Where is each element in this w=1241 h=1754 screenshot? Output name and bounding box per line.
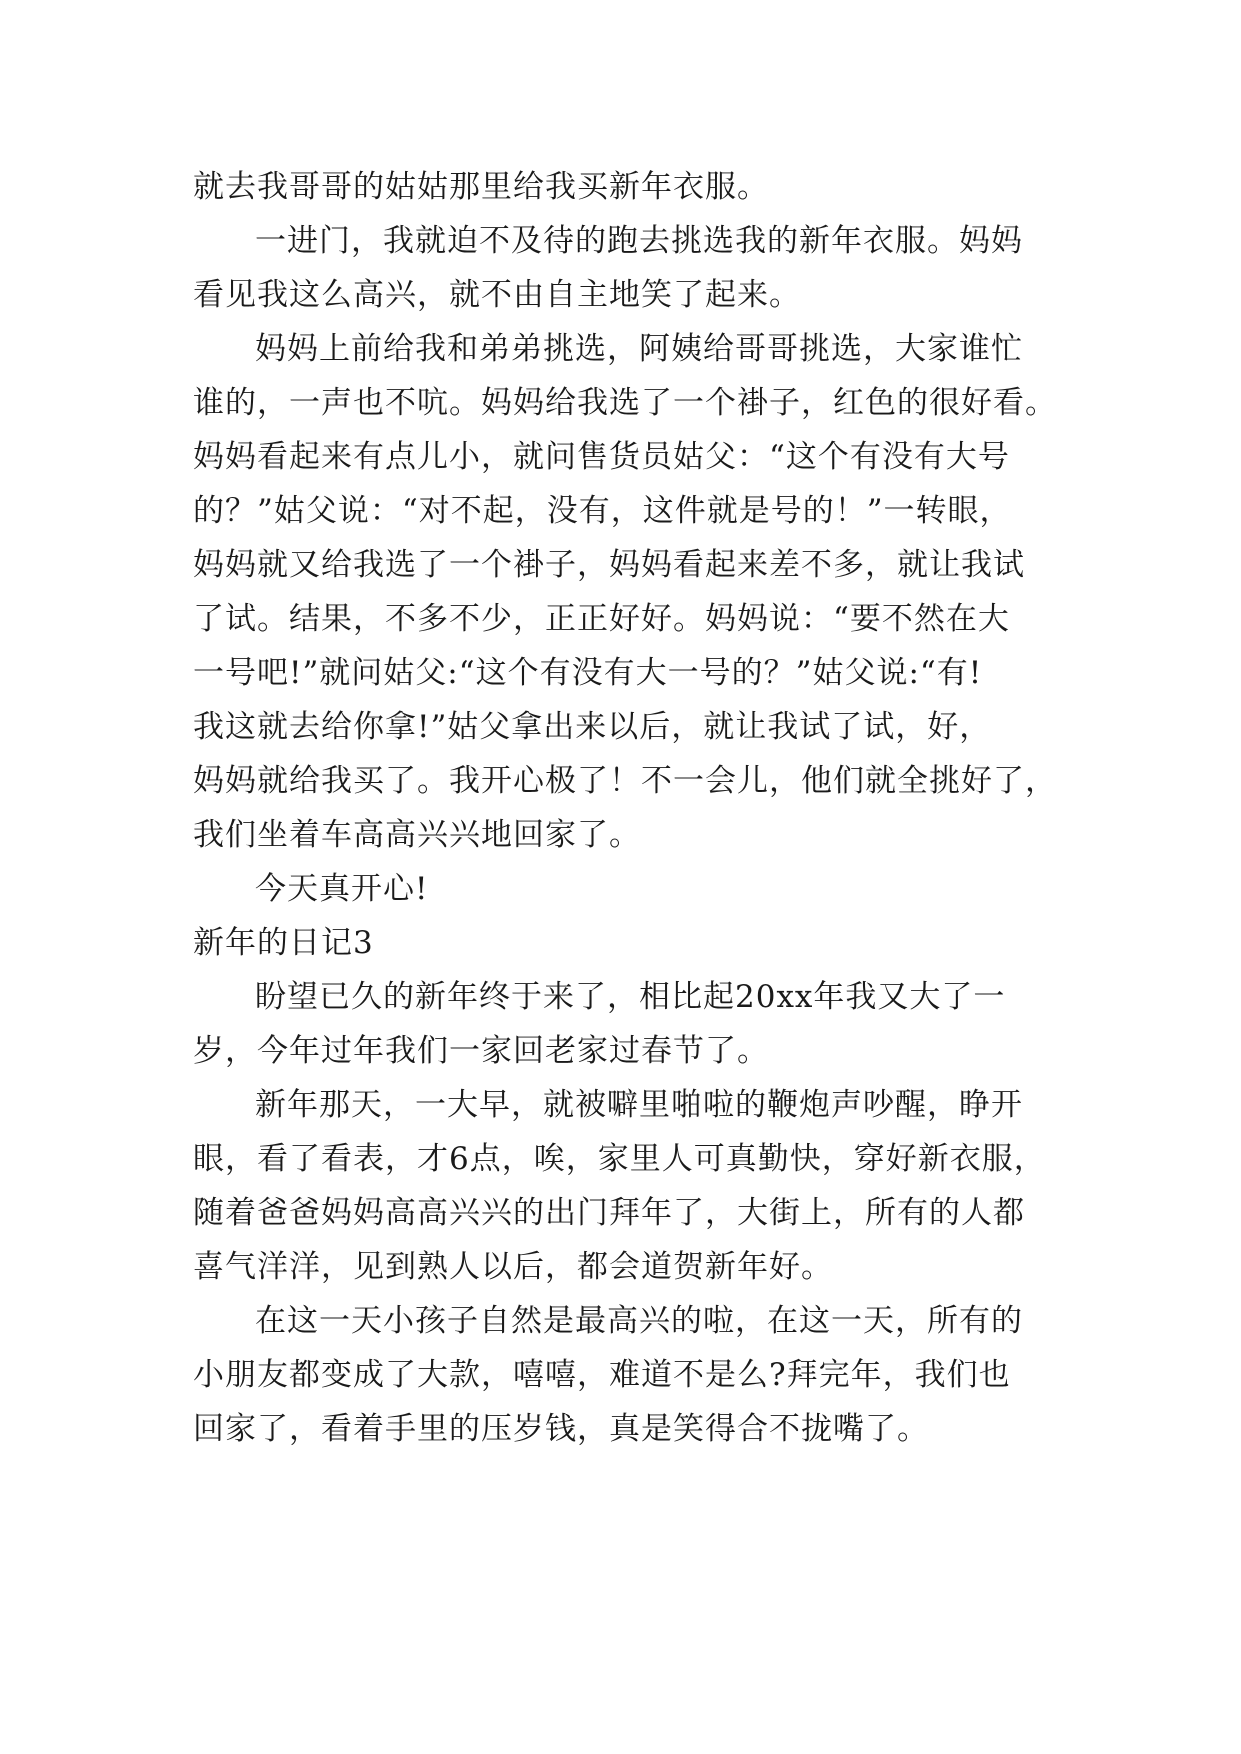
text-line: 就去我哥哥的姑姑那里给我买新年衣服。: [193, 169, 769, 205]
text-line: 看见我这么高兴，就不由自主地笑了起来。: [193, 277, 801, 313]
text-line: 我这就去给你拿!”姑父拿出来以后，就让我试了试，好，: [193, 709, 992, 745]
text-line: 眼，看了看表，才6点，唉，家里人可真勤快，穿好新衣服，: [193, 1141, 1046, 1177]
text-line: 盼望已久的新年终于来了，相比起20xx年我又大了一: [255, 979, 1006, 1015]
text-line: 了试。结果，不多不少，正正好好。妈妈说：“要不然在大: [193, 601, 1010, 637]
text-line: 小朋友都变成了大款，嘻嘻，难道不是么?拜完年，我们也: [193, 1357, 1011, 1393]
document-body: [193, 160, 1055, 1456]
text-line: 妈妈就给我买了。我开心极了！不一会儿，他们就全挑好了，: [193, 763, 1057, 799]
text-line: 谁的，一声也不吭。妈妈给我选了一个褂子，红色的很好看。: [193, 385, 1057, 421]
text-line: 妈妈上前给我和弟弟挑选，阿姨给哥哥挑选，大家谁忙: [255, 331, 1023, 367]
text-line: 新年那天，一大早，就被噼里啪啦的鞭炮声吵醒，睁开: [255, 1087, 1023, 1123]
text-line: 随着爸爸妈妈高高兴兴的出门拜年了，大街上，所有的人都: [193, 1195, 1025, 1231]
text-line: 回家了，看着手里的压岁钱，真是笑得合不拢嘴了。: [193, 1411, 929, 1447]
text-line: 今天真开心!: [255, 871, 429, 907]
text-line: 岁，今年过年我们一家回老家过春节了。: [193, 1033, 769, 1069]
text-line: 我们坐着车高高兴兴地回家了。: [193, 817, 641, 853]
text-line: 一进门，我就迫不及待的跑去挑选我的新年衣服。妈妈: [255, 223, 1023, 259]
text-line: 的？”姑父说：“对不起，没有，这件就是号的！”一转眼，: [193, 493, 1012, 529]
text-line: 在这一天小孩子自然是最高兴的啦，在这一天，所有的: [255, 1303, 1023, 1339]
text-line: 一号吧!”就问姑父:“这个有没有大一号的？”姑父说:“有!: [193, 655, 983, 691]
text-line: 喜气洋洋，见到熟人以后，都会道贺新年好。: [193, 1249, 833, 1285]
section-heading: 新年的日记3: [193, 925, 374, 961]
text-line: 妈妈看起来有点儿小，就问售货员姑父：“这个有没有大号: [193, 439, 1010, 475]
text-line: 妈妈就又给我选了一个褂子，妈妈看起来差不多，就让我试: [193, 547, 1025, 583]
